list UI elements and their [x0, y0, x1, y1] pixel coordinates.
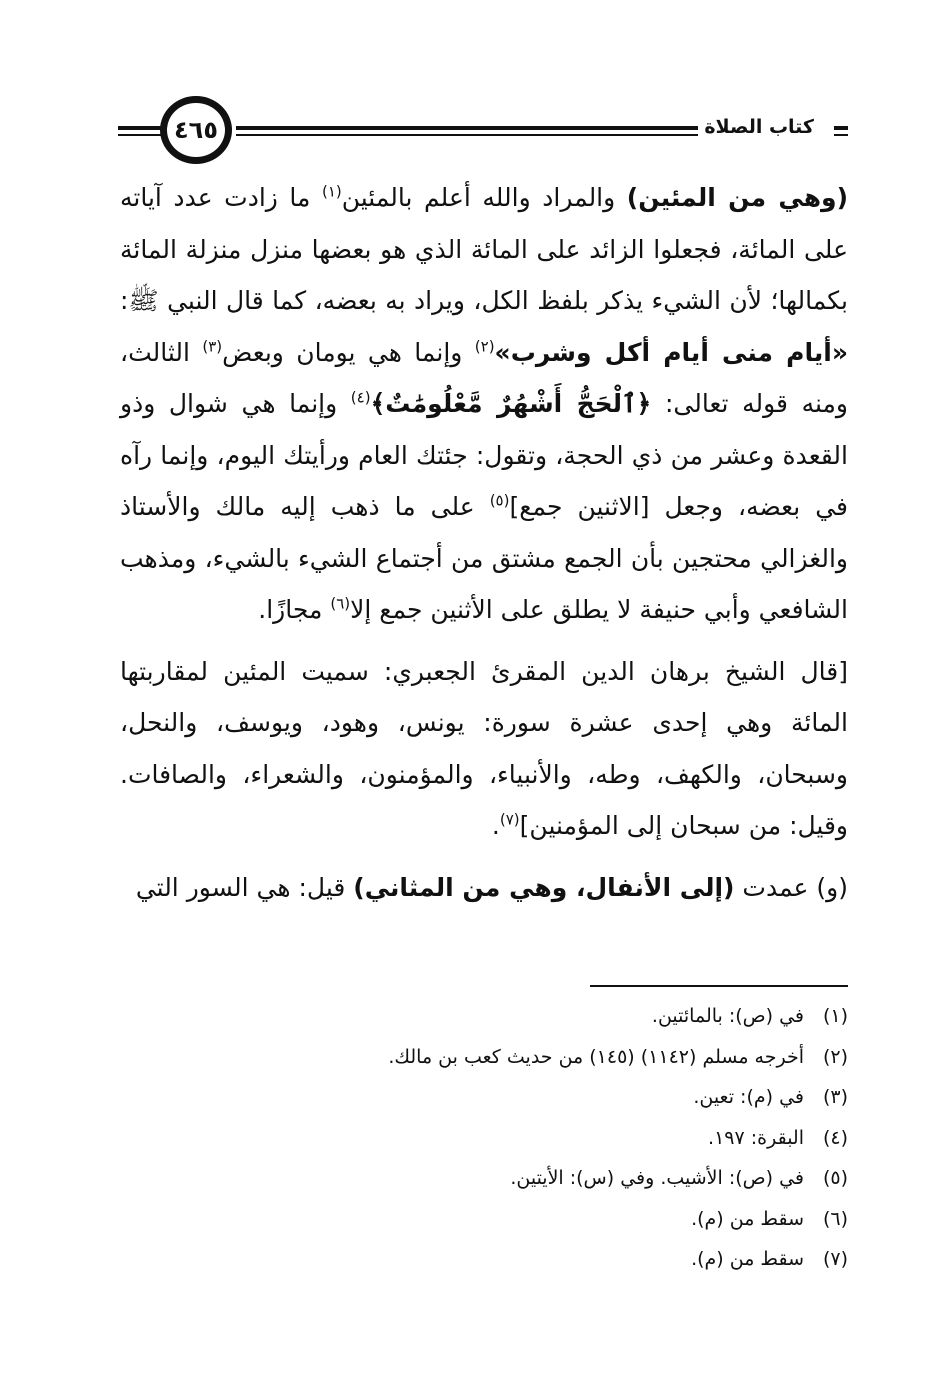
- text-segment: ما زادت عدد آياته على المائة، فجعلوا الزائد على المائة الذي هو بعضها منزل منزلة المائة بكمالها؛ لأن الشيء يذكر بلفظ الكل، ويراد به بعضه، كما قال النبي ﷺ:: [120, 183, 848, 315]
- footnote-number: (٤): [822, 1126, 848, 1149]
- footnote-ref: (٤): [350, 388, 371, 407]
- paragraph: [120, 862, 848, 914]
- footnotes: [120, 996, 848, 1280]
- text-segment: .: [491, 811, 500, 840]
- footnote-text: في (ص): بالمائتين.: [651, 1005, 804, 1027]
- footnote-ref: (٧): [499, 810, 520, 829]
- footnote-number: (٦): [822, 1207, 848, 1230]
- text-segment: مجازًا.: [258, 595, 331, 624]
- footnote-ref: (٣): [202, 337, 223, 356]
- main-text: [120, 172, 848, 913]
- paragraph: [120, 172, 848, 636]
- footnote-text: البقرة: ١٩٧.: [708, 1126, 804, 1149]
- footnote-ref: (٦): [330, 594, 351, 613]
- footnote-number: (٣): [822, 1086, 848, 1108]
- footnote-text: في (ص): الأشيب. وفي (س): الأيتين.: [510, 1167, 804, 1189]
- footnote-ref: (٢): [474, 337, 495, 356]
- footnote-number: (٢): [822, 1045, 848, 1068]
- footnote-item: [120, 1077, 848, 1118]
- footnote-text: سقط من (م).: [691, 1207, 804, 1230]
- page-header: [118, 96, 848, 166]
- footnote-item: [120, 1239, 848, 1280]
- bold-text: (إلى الأنفال، وهي من المثاني): [353, 872, 735, 902]
- footnote-separator: [590, 985, 848, 987]
- footnote-item: [120, 1199, 848, 1240]
- text-segment: الثالث، ومنه قوله تعالى:: [120, 337, 848, 418]
- footnote-text: سقط من (م).: [691, 1248, 804, 1270]
- bold-text: ﴿ٱلْحَجُّ أَشْهُرٌ مَّعْلُومَٰتٌ﴾: [370, 389, 652, 418]
- footnote-number: (٥): [822, 1167, 848, 1189]
- header-rule-right: [236, 126, 731, 136]
- footnote-item: [120, 1118, 848, 1159]
- footnote-text: في (م): تعين.: [693, 1086, 804, 1108]
- bold-text: (وهي من المئين): [626, 183, 848, 212]
- footnote-item: [120, 996, 848, 1037]
- footnote-item: [120, 1037, 848, 1078]
- running-title: كتاب الصلاة: [698, 116, 820, 138]
- text-segment: قيل: هي السور التي: [135, 872, 354, 902]
- page-number: ٤٦٥: [160, 96, 232, 164]
- text-segment: والمراد والله أعلم بالمئين: [341, 183, 627, 212]
- paragraph: [120, 646, 848, 852]
- footnote-number: (٧): [822, 1248, 848, 1270]
- text-segment: على ما ذهب إليه مالك والأستاذ والغزالي محتجين بأن الجمع مشتق من أجتماع الشيء بالشيء، ومذهب الشافعي وأبي حنيفة لا يطلق على الأثنين جمع إلا: [120, 492, 848, 624]
- text-segment: (و) عمدت: [734, 872, 848, 902]
- footnote-number: (١): [822, 1005, 848, 1027]
- footnote-text: أخرجه مسلم (١١٤٢) (١٤٥) من حديث كعب بن مالك.: [388, 1045, 804, 1068]
- text-segment: وإنما هي يومان وبعض: [222, 337, 475, 367]
- footnote-ref: (٥): [489, 491, 510, 510]
- text-segment: [قال الشيخ برهان الدين المقرئ الجعبري: سميت المئين لمقاربتها المائة وهي إحدى عشرة سورة: يونس، وهود، ويوسف، والنحل، وسبحان، والكهف، وطه، والأنبياء، والمؤمنون، والشعراء، والصافات. وقيل: من سبحان إلى المؤمنين]: [120, 656, 848, 840]
- header-rule-tail: [834, 126, 848, 136]
- footnote-item: [120, 1158, 848, 1199]
- footnote-ref: (١): [321, 182, 342, 201]
- bold-text: «أيام منى أيام أكل وشرب»: [494, 337, 848, 367]
- text-segment: وإنما هي شوال وذو القعدة وعشر من ذي الحجة، وتقول: جئتك العام ورأيتك اليوم، وإنما رآه في بعضه، وجعل [الاثنين جمع]: [120, 389, 848, 521]
